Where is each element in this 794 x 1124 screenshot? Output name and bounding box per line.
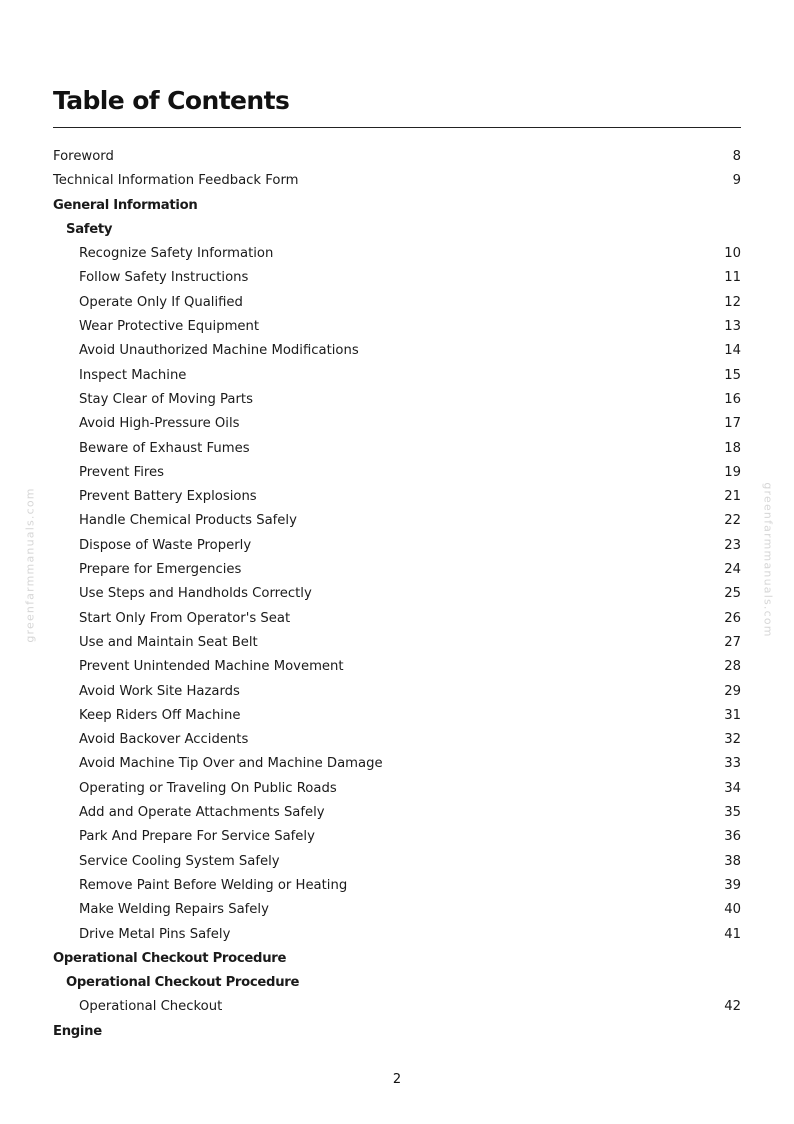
toc-section-heading [53, 194, 741, 218]
toc-entry-title: Operational Checkout Procedure [53, 950, 287, 966]
toc-entry[interactable] [53, 315, 741, 339]
toc-entry-page-number[interactable]: 31 [724, 707, 741, 723]
toc-entry[interactable] [53, 485, 741, 509]
toc-entry-title[interactable]: Follow Safety Instructions [79, 270, 249, 286]
toc-entry-title[interactable]: Dispose of Waste Properly [79, 537, 252, 553]
toc-entry[interactable] [53, 631, 741, 655]
toc-entry-page-number[interactable]: 33 [724, 756, 741, 772]
toc-entry[interactable] [53, 995, 741, 1019]
toc-entry-title[interactable]: Drive Metal Pins Safely [79, 926, 231, 942]
toc-entry[interactable] [53, 655, 741, 679]
toc-entry[interactable] [53, 923, 741, 947]
toc-entry[interactable] [53, 752, 741, 776]
toc-entry-page-number[interactable]: 26 [724, 610, 741, 626]
toc-entry[interactable] [53, 339, 741, 363]
toc-entry-page-number[interactable]: 10 [724, 246, 741, 262]
toc-entry-title[interactable]: Avoid Unauthorized Machine Modifications [79, 343, 359, 359]
toc-entry[interactable] [53, 898, 741, 922]
toc-entry-page-number[interactable]: 36 [724, 829, 741, 845]
toc-entry-title[interactable]: Operational Checkout [79, 999, 223, 1015]
toc-entry[interactable] [53, 412, 741, 436]
toc-entry-title[interactable]: Handle Chemical Products Safely [79, 513, 297, 529]
toc-entry[interactable] [53, 850, 741, 874]
toc-entry[interactable] [53, 388, 741, 412]
toc-entry-page-number[interactable]: 15 [724, 367, 741, 383]
toc-entry-page-number[interactable]: 24 [724, 562, 741, 578]
toc-entry-page-number[interactable]: 8 [732, 149, 741, 164]
toc-entry-title[interactable]: Foreword [53, 149, 114, 164]
toc-entry-title[interactable]: Operate Only If Qualified [79, 294, 243, 310]
toc-entry-page-number[interactable]: 12 [724, 294, 741, 310]
table-of-contents [53, 145, 741, 1044]
toc-entry-page-number[interactable]: 14 [724, 343, 741, 359]
toc-entry[interactable] [53, 169, 741, 193]
toc-entry-title[interactable]: Recognize Safety Information [79, 246, 274, 262]
toc-entry-page-number[interactable]: 21 [724, 489, 741, 505]
toc-entry-title[interactable]: Keep Riders Off Machine [79, 707, 241, 723]
toc-entry-page-number[interactable]: 29 [724, 683, 741, 699]
toc-entry-page-number[interactable]: 41 [724, 926, 741, 942]
toc-entry-page-number[interactable]: 13 [724, 319, 741, 335]
toc-entry-title[interactable]: Avoid Work Site Hazards [79, 683, 240, 699]
toc-entry[interactable] [53, 266, 741, 290]
toc-entry-title[interactable]: Prepare for Emergencies [79, 562, 242, 578]
toc-entry-page-number[interactable]: 9 [732, 173, 741, 189]
toc-entry-page-number[interactable]: 16 [724, 391, 741, 407]
title-divider [53, 127, 741, 128]
toc-entry-title[interactable]: Avoid Backover Accidents [79, 732, 249, 748]
toc-entry-page-number[interactable]: 32 [724, 732, 741, 748]
toc-entry[interactable] [53, 801, 741, 825]
toc-entry[interactable] [53, 437, 741, 461]
toc-entry-page-number[interactable]: 18 [724, 440, 741, 456]
toc-entry-page-number[interactable]: 17 [724, 416, 741, 432]
page-title: Table of Contents [53, 86, 290, 115]
toc-entry-title[interactable]: Technical Information Feedback Form [53, 173, 299, 189]
toc-entry-page-number[interactable]: 38 [724, 853, 741, 869]
toc-entry-title[interactable]: Stay Clear of Moving Parts [79, 391, 253, 407]
toc-entry-page-number[interactable]: 23 [724, 537, 741, 553]
toc-entry[interactable] [53, 582, 741, 606]
toc-entry-page-number[interactable]: 25 [724, 586, 741, 602]
toc-entry-title[interactable]: Avoid Machine Tip Over and Machine Damage [79, 756, 383, 772]
toc-entry[interactable] [53, 874, 741, 898]
toc-entry-title[interactable]: Add and Operate Attachments Safely [79, 805, 325, 821]
toc-entry-title[interactable]: Start Only From Operator's Seat [79, 610, 291, 626]
toc-entry-title[interactable]: Operating or Traveling On Public Roads [79, 780, 337, 796]
toc-entry[interactable] [53, 145, 741, 169]
toc-entry-title[interactable]: Beware of Exhaust Fumes [79, 440, 250, 456]
toc-entry[interactable] [53, 704, 741, 728]
toc-entry-page-number[interactable]: 34 [724, 780, 741, 796]
toc-section-heading [53, 971, 741, 995]
toc-entry[interactable] [53, 291, 741, 315]
toc-entry-title[interactable]: Park And Prepare For Service Safely [79, 829, 315, 845]
toc-entry-page-number[interactable]: 11 [724, 270, 741, 286]
toc-entry-page-number[interactable]: 28 [724, 659, 741, 675]
toc-entry-title[interactable]: Avoid High-Pressure Oils [79, 416, 240, 432]
toc-entry-page-number[interactable]: 27 [724, 634, 741, 650]
toc-section-heading [53, 947, 741, 971]
toc-entry[interactable] [53, 461, 741, 485]
toc-entry[interactable] [53, 728, 741, 752]
toc-entry[interactable] [53, 242, 741, 266]
toc-entry-page-number[interactable]: 22 [724, 513, 741, 529]
toc-entry[interactable] [53, 558, 741, 582]
toc-entry-title[interactable]: Inspect Machine [79, 367, 187, 383]
toc-entry-page-number[interactable]: 19 [724, 464, 741, 480]
toc-entry-title[interactable]: Use Steps and Handholds Correctly [79, 586, 312, 602]
toc-entry-title[interactable]: Use and Maintain Seat Belt [79, 634, 258, 650]
watermark-left: greenfarmmanuals.com [23, 487, 37, 643]
toc-entry-title[interactable]: Service Cooling System Safely [79, 853, 280, 869]
watermark-right: greenfarmmanuals.com [761, 482, 775, 638]
toc-entry[interactable] [53, 607, 741, 631]
toc-entry-title[interactable]: Wear Protective Equipment [79, 319, 260, 335]
toc-entry[interactable] [53, 509, 741, 533]
toc-entry-title[interactable]: Prevent Unintended Machine Movement [79, 659, 344, 675]
toc-entry-title[interactable]: Prevent Battery Explosions [79, 489, 257, 505]
toc-section-heading [53, 1020, 741, 1044]
toc-entry-title[interactable]: Remove Paint Before Welding or Heating [79, 877, 348, 893]
toc-section-heading [53, 218, 741, 242]
toc-entry[interactable] [53, 534, 741, 558]
toc-entry-title[interactable]: Make Welding Repairs Safely [79, 902, 269, 918]
toc-entry-title: General Information [53, 197, 198, 213]
page-number: 2 [392, 1072, 402, 1087]
toc-entry-title: Operational Checkout Procedure [66, 975, 300, 991]
toc-entry-page-number[interactable]: 35 [724, 805, 741, 821]
toc-entry-title: Safety [66, 221, 113, 237]
toc-entry-page-number[interactable]: 40 [724, 902, 741, 918]
toc-entry[interactable] [53, 364, 741, 388]
toc-entry[interactable] [53, 777, 741, 801]
toc-entry-title: Engine [53, 1023, 102, 1039]
toc-entry-title[interactable]: Prevent Fires [79, 464, 165, 480]
toc-entry[interactable] [53, 680, 741, 704]
toc-entry-page-number[interactable]: 39 [724, 877, 741, 893]
toc-entry[interactable] [53, 825, 741, 849]
toc-entry-page-number[interactable]: 42 [724, 999, 741, 1015]
